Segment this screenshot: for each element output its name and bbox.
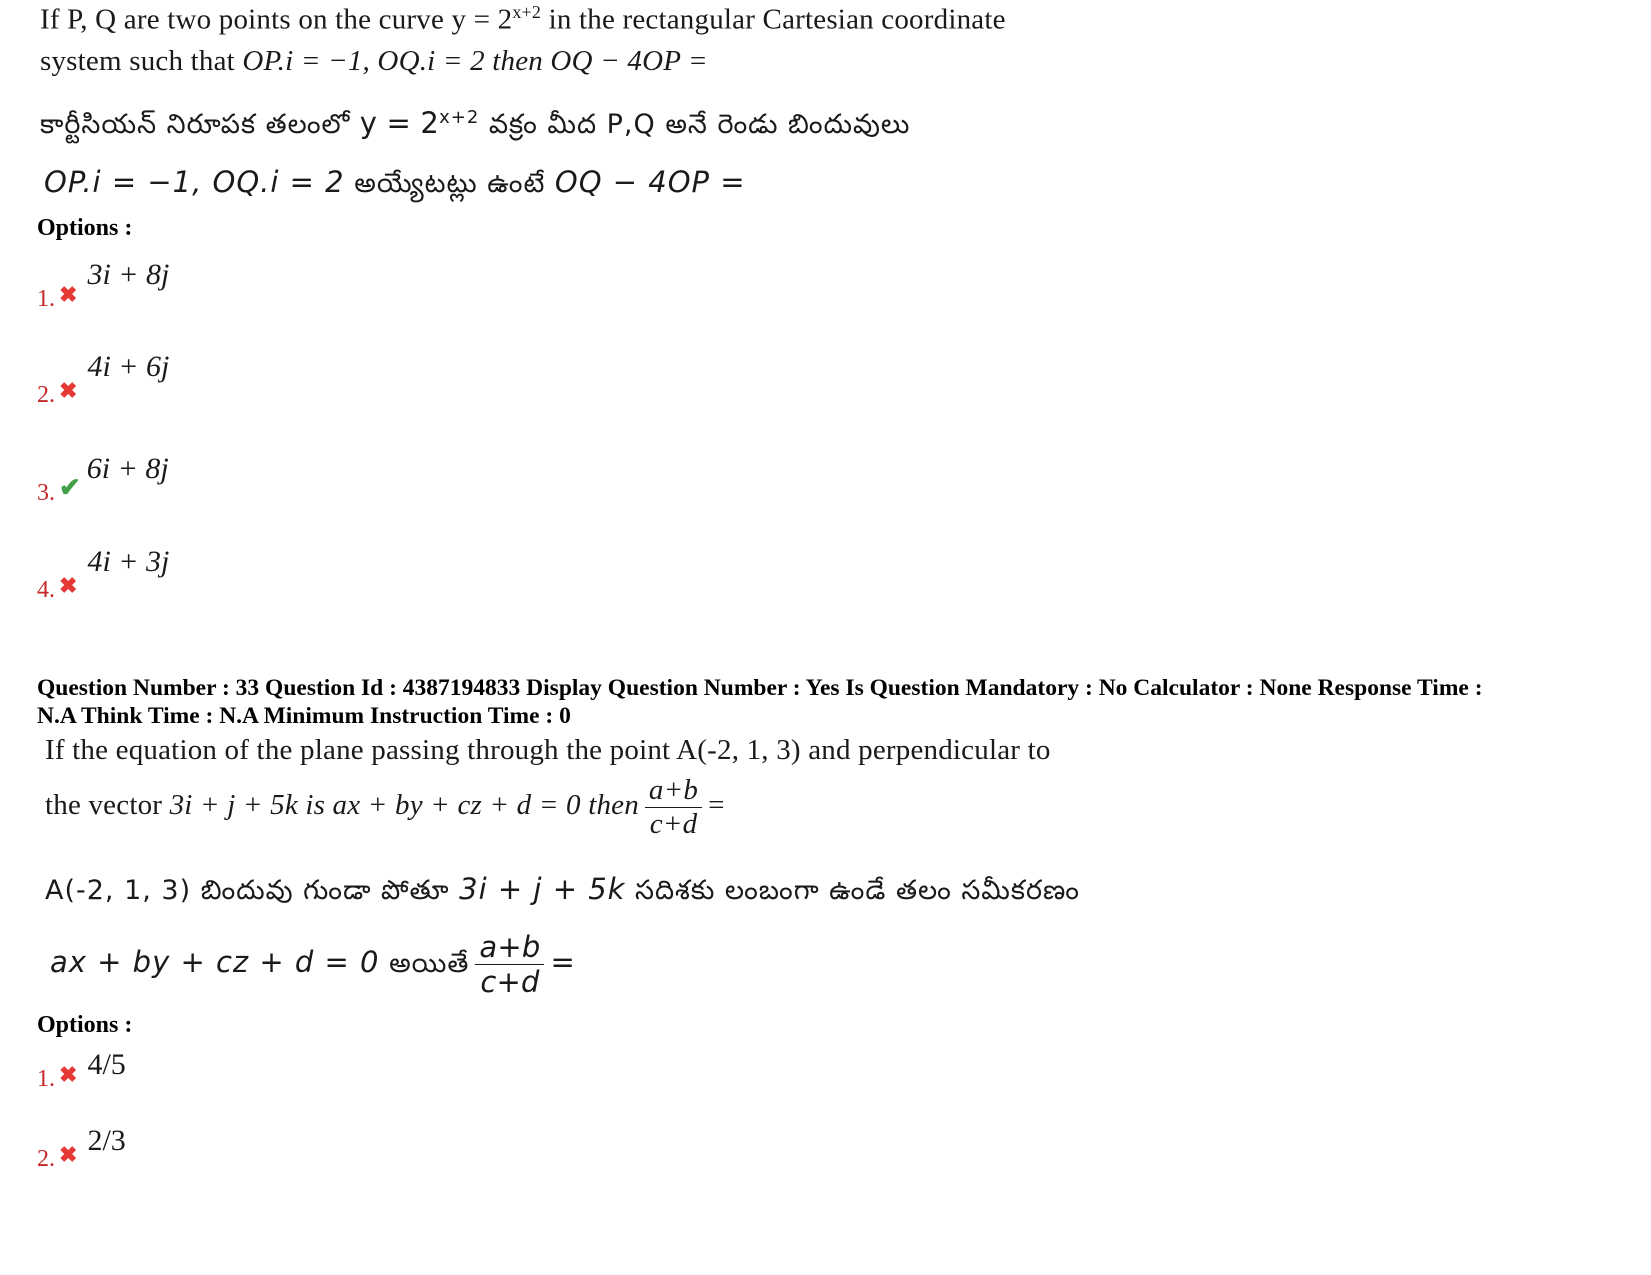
cross-icon: ✖ (59, 573, 78, 598)
q32-option-2[interactable] (37, 350, 170, 408)
q33-telugu-line1 (45, 872, 1080, 913)
q33-meta-line1: Question Number : 33 Question Id : 4387194833 Display Question Number : Yes Is Question Mandatory : No Calculator : None Response Time : (37, 675, 1483, 701)
option-number: 1. (37, 286, 55, 312)
q33-statement-line1: If the equation of the plane passing through the point A(-2, 1, 3) and perpendicular to (45, 734, 1051, 766)
q33-te-text-post: సదిశకు లంబంగా ఉండే తలం సమీకరణం (625, 875, 1080, 906)
q32-stmt-line2-text: system such that (40, 45, 243, 77)
q33-statement-line2 (45, 774, 725, 841)
equals-sign: = (708, 789, 725, 822)
option-text: 4i + 3j (87, 545, 170, 578)
fraction-denominator: c+d (480, 965, 540, 999)
q32-option-1[interactable] (37, 258, 170, 312)
q33-fraction (645, 774, 702, 841)
q33-option-1[interactable] (37, 1048, 126, 1092)
q32-te-curve: y = 2 (350, 106, 440, 140)
q32-te-text-post: వక్రం మీద P,Q అనే రెండు బిందువులు (479, 109, 911, 140)
q32-te-vector-expression: OQ − 4OP = (554, 165, 746, 199)
option-text: 3i + 8j (87, 258, 170, 291)
option-number: 2. (37, 1146, 55, 1172)
q32-te-text2: అయ్యేటట్లు ఉంటే (344, 168, 555, 199)
q33-te-fraction (475, 930, 544, 999)
q33-telugu-line2 (50, 930, 575, 999)
option-text: 4i + 6j (87, 350, 170, 383)
option-text: 6i + 8j (86, 452, 169, 485)
cross-icon: ✖ (59, 1142, 78, 1167)
q32-te-vector-condition: OP.i = −1, OQ.i = 2 (44, 165, 345, 199)
q32-exponent: x+2 (512, 2, 542, 22)
q33-te-vector: 3i + j + 5k (459, 872, 626, 906)
q33-te-text2: అయితే (379, 948, 470, 979)
cross-icon: ✖ (59, 282, 78, 307)
q32-statement-line1 (40, 2, 1006, 37)
q32-stmt-text: If P, Q are two points on the curve y = 2 (40, 3, 513, 36)
q33-meta (37, 674, 1637, 730)
q33-te-plane-equation: ax + by + cz + d = 0 (50, 945, 380, 979)
fraction-numerator: a+b (475, 930, 544, 965)
q33-plane-equation: 3i + j + 5k is ax + by + cz + d = 0 then (169, 789, 639, 822)
q32-telugu-line2 (44, 165, 746, 206)
option-number: 4. (37, 577, 55, 603)
q32-option-3[interactable] (37, 452, 169, 506)
cross-icon: ✖ (59, 378, 78, 403)
q32-te-text: కార్టీసియన్ నిరూపక తలంలో (40, 109, 351, 140)
q32-option-4[interactable] (37, 545, 170, 603)
option-number: 3. (37, 480, 55, 506)
q32-statement-line2 (40, 45, 708, 78)
q32-options-label: Options : (37, 215, 133, 241)
option-text: 2/3 (87, 1124, 126, 1157)
q32-vector-expression: OP.i = −1, OQ.i = 2 then OQ − 4OP = (242, 45, 708, 77)
option-number: 1. (37, 1066, 55, 1092)
option-text: 4/5 (87, 1048, 126, 1081)
q32-te-exponent: x+2 (439, 107, 480, 128)
q32-telugu-line1 (40, 106, 910, 147)
check-icon: ✔ (59, 473, 81, 502)
q32-stmt-text-post: in the rectangular Cartesian coordinate (541, 3, 1006, 36)
q33-options-label: Options : (37, 1012, 133, 1038)
fraction-numerator: a+b (645, 774, 702, 808)
fraction-denominator: c+d (649, 808, 698, 840)
option-number: 2. (37, 382, 55, 408)
q33-te-text: A(-2, 1, 3) బిందువు గుండా పోతూ (45, 875, 460, 906)
cross-icon: ✖ (59, 1062, 78, 1087)
equals-sign: = (550, 945, 575, 979)
q33-stmt-line2-text: the vector (45, 789, 170, 822)
q33-option-2[interactable] (37, 1124, 126, 1172)
q33-meta-line2: N.A Think Time : N.A Minimum Instruction Time : 0 (37, 703, 571, 729)
